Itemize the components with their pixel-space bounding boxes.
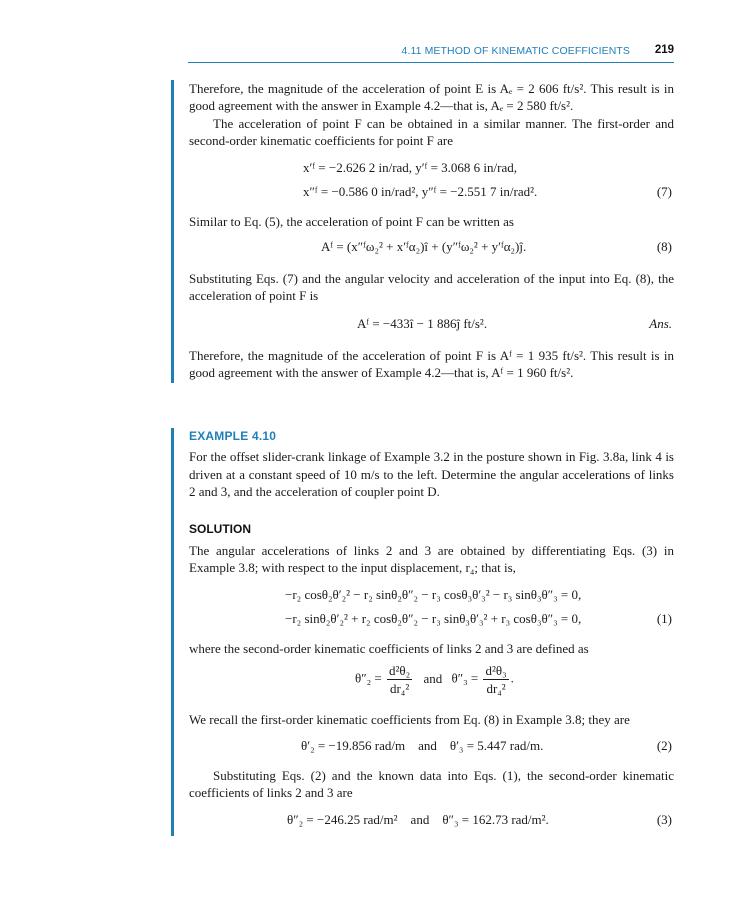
equation-answer: Aᶠ = −433î − 1 886ĵ ft/s². Ans. <box>357 315 672 331</box>
equation-number-3: (3) <box>656 812 672 828</box>
def-lhs-theta3: θ″₃ = <box>451 670 479 686</box>
equation-7-line1: x′ᶠ = −2.626 2 in/rad, y′ᶠ = 3.068 6 in/rad, <box>303 159 517 175</box>
paragraph-similar: Similar to Eq. (5), the acceleration of point F can be written as <box>189 213 514 229</box>
equation-number-8: (8) <box>656 239 672 255</box>
example-statement: For the offset slider-crank linkage of Example 3.2 in the posture shown in Fig. 3.8a, link 4 is driven at a constant speed of 10 m/s to the left. Determine the angular accelerations of links 2 and 3, and the acceleration of coupler point D. <box>189 449 674 500</box>
solution-paragraph-2: where the second-order kinematic coefficients of links 2 and 3 are defined as <box>189 640 589 656</box>
equation-number-1: (1) <box>656 610 672 626</box>
paragraph-substituting: Substituting Eqs. (7) and the angular velocity and acceleration of the input into Eq. (8), the acceleration of point F is <box>189 271 674 304</box>
page-number: 219 <box>654 44 674 56</box>
def-and: and <box>423 670 443 686</box>
equation-1-line2: −r₂ sinθ₂θ′₂² + r₂ cosθ₂θ″₂ − r₃ sinθ₃θ′₃² + r₃ cosθ₃θ″₃ = 0, (1) <box>285 610 672 626</box>
solution-label: SOLUTION <box>189 521 251 536</box>
equation-7-line2: x″ᶠ = −0.586 0 in/rad², y″ᶠ = −2.551 7 in/rad². (7) <box>303 183 672 199</box>
section-title: 4.11 METHOD OF KINEMATIC COEFFICIENTS <box>401 45 630 57</box>
continuation-section <box>189 80 674 382</box>
paragraph-accel-e: Therefore, the magnitude of the acceleration of point E is Aₑ = 2 606 ft/s². This result is in good agreement with the answer in Example 4.2—that is, Aₑ = 2 580 ft/s². <box>189 81 674 114</box>
example-section <box>189 428 674 831</box>
equation-1-line1: −r₂ cosθ₂θ′₂² − r₂ sinθ₂θ″₂ − r₃ cosθ₃θ′₃² − r₃ sinθ₃θ″₃ = 0, <box>285 586 582 602</box>
definition-equation: θ″₂ = $\frac{\text{d²θ₂}}{\text{dr₄²}}$ and θ″₃ = $\frac{\text{d²θ₃}}{\text{dr₄²}}$ . <box>355 663 514 697</box>
running-header <box>188 44 674 66</box>
equation-2: θ′₂ = −19.856 rad/m and θ′₃ = 5.447 rad/m. (2) <box>301 737 672 753</box>
fraction-theta3: $\frac{\text{d²θ₃}}{\text{dr₄²}}$ <box>485 663 507 697</box>
equation-number-2: (2) <box>656 737 672 753</box>
solution-paragraph-1: The angular accelerations of links 2 and 3 are obtained by differentiating Eqs. (3) in Example 3.8; with respect to the input displacement, r₄; that is, <box>189 543 674 576</box>
equation-number-7: (7) <box>656 183 672 199</box>
header-rule <box>188 62 674 63</box>
solution-paragraph-3: We recall the first-order kinematic coefficients from Eq. (8) in Example 3.8; they are <box>189 712 630 728</box>
example-label: EXAMPLE 4.10 <box>189 429 277 443</box>
paragraph-accel-f-result: Therefore, the magnitude of the acceleration of point F is Aᶠ = 1 935 ft/s². This result is in good agreement with the answer of Example 4.2—that is, Aᶠ = 1 960 ft/s². <box>189 347 674 381</box>
fraction-theta2: $\frac{\text{d²θ₂}}{\text{dr₄²}}$ <box>389 663 411 697</box>
equation-8: Aᶠ = (x″ᶠω₂² + x′ᶠα₂)î + (y″ᶠω₂² + y′ᶠα₂)ĵ. (8) <box>321 239 672 255</box>
solution-paragraph-4: Substituting Eqs. (2) and the known data into Eqs. (1), the second-order kinematic coefficients of links 2 and 3 are <box>189 767 674 801</box>
margin-bar-example <box>171 428 174 836</box>
answer-label: Ans. <box>649 315 672 331</box>
def-lhs-theta2: θ″₂ = <box>355 670 382 686</box>
margin-bar-top <box>171 80 174 383</box>
paragraph-accel-f-intro: The acceleration of point F can be obtained in a similar manner. The first-order and second-order kinematic coefficients for point F are <box>189 115 674 149</box>
equation-3: θ″₂ = −246.25 rad/m² and θ″₃ = 162.73 rad/m². (3) <box>287 812 672 828</box>
